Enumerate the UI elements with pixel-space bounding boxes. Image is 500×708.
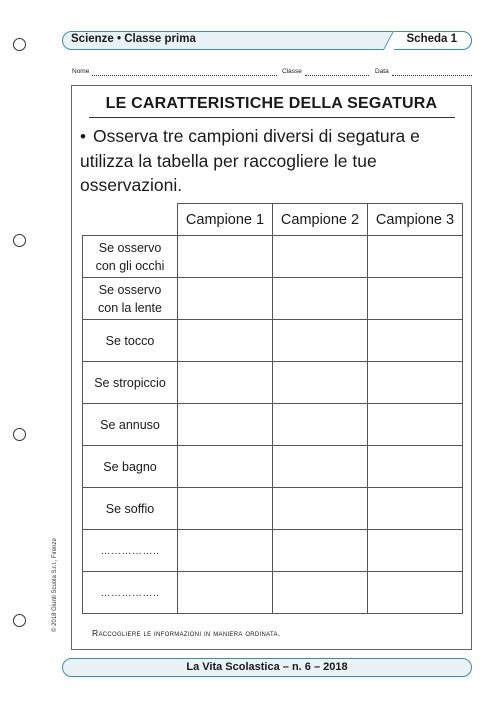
observation-cell[interactable]	[178, 572, 273, 614]
observation-table	[82, 203, 463, 614]
date-label: Data	[375, 68, 389, 75]
observation-cell[interactable]	[368, 278, 463, 320]
binder-hole	[13, 234, 26, 247]
title-underline	[89, 117, 455, 118]
row-label: Se stropiccio	[83, 362, 178, 404]
row-label: Se annuso	[83, 404, 178, 446]
instruction-text	[80, 124, 460, 197]
observation-cell[interactable]	[178, 320, 273, 362]
instruction-body: Osserva tre campioni diversi di segatura e utilizza la tabella per raccogliere le tue osservazioni.	[80, 126, 420, 195]
row-label: Se tocco	[83, 320, 178, 362]
observation-cell[interactable]	[368, 488, 463, 530]
observation-cell[interactable]	[368, 362, 463, 404]
table-row	[83, 530, 463, 572]
column-header-sample-1: Campione 1	[178, 204, 273, 236]
footer-bar	[62, 658, 472, 677]
binder-hole	[13, 614, 26, 627]
name-field[interactable]	[92, 75, 277, 76]
class-field[interactable]	[305, 75, 369, 76]
copyright-note: © 2018 Giunti Scuola S.r.l., Firenze	[52, 538, 58, 632]
table-row	[83, 446, 463, 488]
student-fields	[72, 68, 472, 78]
worksheet-frame	[71, 85, 472, 650]
table-row	[83, 362, 463, 404]
observation-cell[interactable]	[178, 446, 273, 488]
observation-cell[interactable]	[368, 572, 463, 614]
observation-cell[interactable]	[368, 446, 463, 488]
table-row	[83, 320, 463, 362]
observation-cell[interactable]	[273, 320, 368, 362]
observation-cell[interactable]	[273, 236, 368, 278]
row-label-blank[interactable]: ……………..	[83, 530, 178, 572]
observation-cell[interactable]	[368, 530, 463, 572]
column-header-sample-3: Campione 3	[368, 204, 463, 236]
table-row	[83, 572, 463, 614]
observation-cell[interactable]	[178, 278, 273, 320]
observation-cell[interactable]	[368, 404, 463, 446]
row-label: Se osservo con gli occhi	[83, 236, 178, 278]
observation-cell[interactable]	[273, 404, 368, 446]
row-label: Se osservo con la lente	[83, 278, 178, 320]
binder-hole	[13, 428, 26, 441]
row-label: Se soffio	[83, 488, 178, 530]
footnote: Raccogliere le informazioni in maniera ordinata.	[92, 628, 281, 638]
observation-cell[interactable]	[273, 488, 368, 530]
observation-cell[interactable]	[273, 572, 368, 614]
class-label: Classe	[282, 68, 302, 75]
observation-cell[interactable]	[368, 320, 463, 362]
table-corner	[83, 204, 178, 236]
observation-cell[interactable]	[178, 236, 273, 278]
bullet-icon: •	[80, 127, 86, 146]
row-label: Se bagno	[83, 446, 178, 488]
table-row	[83, 236, 463, 278]
observation-cell[interactable]	[273, 446, 368, 488]
name-label: Nome	[72, 68, 90, 75]
table-row	[83, 488, 463, 530]
table-row	[83, 278, 463, 320]
publication-label: La Vita Scolastica – n. 6 – 2018	[186, 661, 348, 673]
header-bar	[62, 31, 472, 50]
observation-cell[interactable]	[178, 488, 273, 530]
row-label-blank[interactable]: ……………..	[83, 572, 178, 614]
observation-cell[interactable]	[368, 236, 463, 278]
date-field[interactable]	[392, 75, 472, 76]
observation-cell[interactable]	[178, 530, 273, 572]
observation-cell[interactable]	[178, 404, 273, 446]
table-row	[83, 404, 463, 446]
worksheet-title: LE CARATTERISTICHE DELLA SEGATURA	[105, 95, 438, 112]
binder-hole	[13, 38, 26, 51]
sheet-number-label: Scheda 1	[406, 33, 457, 45]
observation-cell[interactable]	[273, 362, 368, 404]
observation-cell[interactable]	[178, 362, 273, 404]
subject-class-label: Scienze • Classe prima	[71, 33, 196, 45]
observation-cell[interactable]	[273, 278, 368, 320]
column-header-sample-2: Campione 2	[273, 204, 368, 236]
observation-cell[interactable]	[273, 530, 368, 572]
